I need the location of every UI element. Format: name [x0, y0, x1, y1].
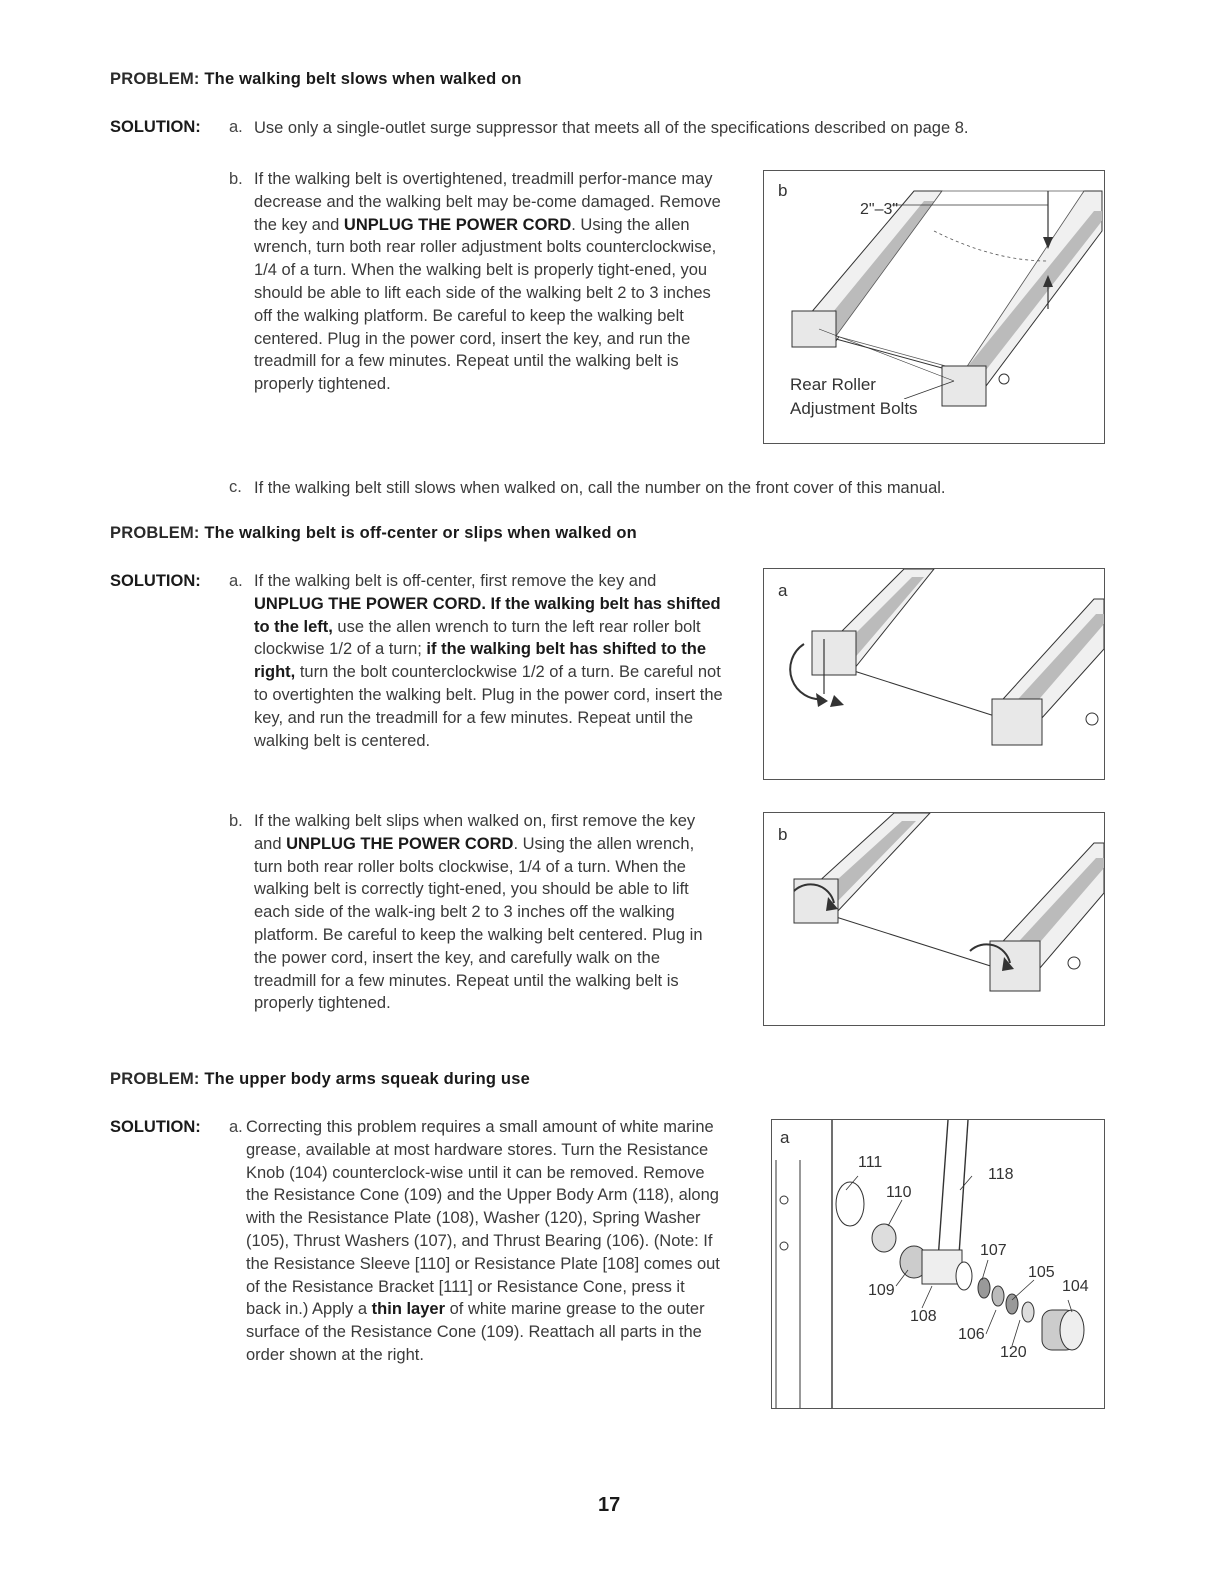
step-text: Use only a single-outlet surge suppressor that meets all of the specifications described on page 8. [254, 119, 969, 137]
callout-label: Rear Roller [790, 375, 876, 394]
problem-2-heading [110, 524, 637, 543]
problem-title: The walking belt is off-center or slips when walked on [204, 524, 637, 542]
step-letter: a. [229, 1118, 243, 1136]
part-label: 107 [980, 1242, 1007, 1259]
problem-title: The walking belt slows when walked on [204, 70, 522, 88]
problem-label: PROBLEM: [110, 524, 200, 542]
figure-letter: a [778, 581, 788, 600]
emphasis-text: UNPLUG THE POWER CORD. If the walking belt has shifted to the left, [254, 594, 721, 636]
figure-left-bolt-adjust [763, 568, 1105, 780]
figure-both-bolts-adjust [763, 812, 1105, 1026]
part-label: 118 [988, 1166, 1014, 1183]
problem-label: PROBLEM: [110, 1070, 200, 1088]
part-label: 108 [910, 1308, 937, 1325]
problem-3-heading [110, 1070, 530, 1089]
figure-upper-arm-assembly [771, 1119, 1105, 1409]
page-number: 17 [598, 1494, 621, 1516]
step-letter: a. [229, 118, 243, 136]
step-letter: c. [229, 478, 242, 496]
dimension-label: 2"–3" [860, 201, 899, 218]
treadmill-both-bolts-illustration [764, 813, 1104, 1025]
solution-label: SOLUTION: [110, 572, 201, 590]
problem-label: PROBLEM: [110, 70, 200, 88]
emphasis-text: if the walking belt has shifted to the right, [254, 640, 707, 682]
part-label: 109 [868, 1282, 895, 1299]
part-label: 105 [1028, 1264, 1055, 1281]
part-label: 111 [858, 1154, 883, 1171]
part-label: 104 [1062, 1278, 1089, 1295]
solution-label: SOLUTION: [110, 1118, 201, 1136]
figure-letter: a [780, 1128, 790, 1147]
step-text: If the walking belt slips when walked on, first remove the key and UNPLUG THE POWER CORD. Using the allen wrench, turn both rear roller bolts clockwise, 1/4 of a turn. When the walking belt is correctly tight-ened, you should be able to lift each side of the walk-ing belt 2 to 3 inches off the walking platform. Be careful to keep the walking belt centered. Plug in the power cord, insert the key, and carefully walk on the treadmill for a few minutes. Repeat until the walking belt is properly tightened. [254, 812, 703, 1013]
step-letter: b. [229, 812, 243, 830]
treadmill-left-bolt-illustration [764, 569, 1104, 779]
step-text: If the walking belt is overtightened, treadmill perfor-mance may decrease and the walking belt may be-come damaged. Remove the key and UNPLUG THE POWER CORD. Using the allen wrench, turn both rear roller adjustment bolts counterclockwise, 1/4 of a turn. When the walking belt is properly tight-ened, you should be able to lift each side of the walking belt 2 to 3 inches off the walking platform. Be careful to keep the walking belt centered. Plug in the power cord, insert the key, and run the treadmill for a few minutes. Repeat until the walking belt is properly tightened. [254, 170, 721, 394]
step-letter: b. [229, 170, 243, 188]
figure-letter: b [778, 181, 788, 200]
part-label: 110 [886, 1184, 912, 1201]
step-text: If the walking belt is off-center, first remove the key and UNPLUG THE POWER CORD. If the walking belt has shifted to the left, use the allen wrench to turn the left rear roller bolt clockwise 1/2 of a turn; if the walking belt has shifted to the right, turn the bolt counterclockwise 1/2 of a turn. Be careful not to overtighten the walking belt. Plug in the power cord, insert the key, and run the treadmill for a few minutes. Repeat until the walking belt is centered. [254, 572, 723, 750]
step-text: Correcting this problem requires a small amount of white marine grease, available at most hardware stores. Turn the Resistance Knob (104) counterclock-wise until it can be removed. Remove the Resistance Cone (109) and the Upper Body Arm (118), along with the Resistance Plate (108), Washer (120), Spring Washer (105), Thrust Washers (107), and Thrust Bearing (106). (Note: If the Resistance Sleeve [110] or Resistance Plate [108] comes out of the Resistance Bracket [111] or Resistance Cone, press it back in.) Apply a thin layer of white marine grease to the outer surface of the Resistance Cone (109). Reattach all parts in the order shown at the right. [246, 1118, 720, 1364]
solution-label: SOLUTION: [110, 118, 201, 136]
problem-1-heading [110, 70, 522, 89]
part-label: 120 [1000, 1344, 1027, 1361]
step-text: If the walking belt still slows when walked on, call the number on the front cover of this manual. [254, 479, 946, 497]
figure-belt-tension [763, 170, 1105, 444]
callout-label: Adjustment Bolts [790, 399, 918, 418]
step-letter: a. [229, 572, 243, 590]
problem-title: The upper body arms squeak during use [204, 1070, 530, 1088]
part-label: 106 [958, 1326, 985, 1343]
emphasis-text: UNPLUG THE POWER CORD [343, 215, 572, 234]
emphasis-text: UNPLUG THE POWER CORD [286, 834, 514, 853]
emphasis-text: thin layer [371, 1300, 446, 1319]
figure-letter: b [778, 825, 788, 844]
